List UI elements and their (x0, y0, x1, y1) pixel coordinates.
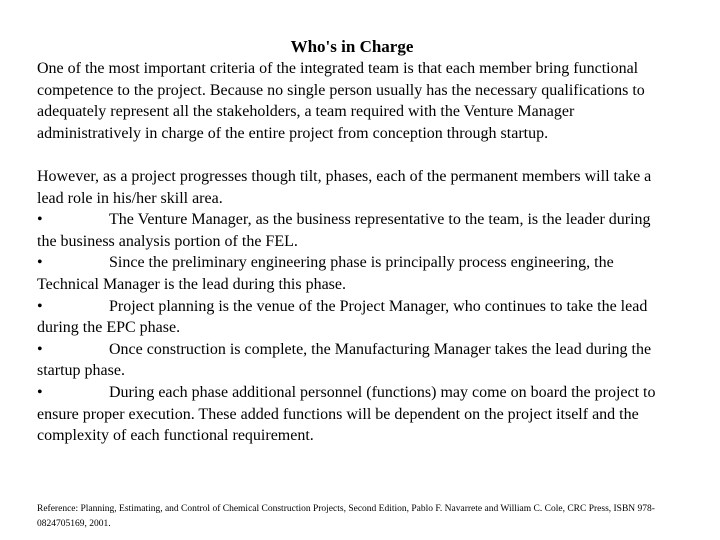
bullet-item (37, 382, 669, 447)
slide-body (37, 58, 669, 447)
paragraph-gap (37, 144, 669, 166)
reference-citation: Reference: Planning, Estimating, and Control of Chemical Construction Projects, Second Edition, Pablo F. Navarrete and William C. Cole, CRC Press, ISBN 978-0824705169, 2001. (37, 504, 655, 529)
bullet-icon: • (37, 211, 43, 229)
bullet-item (37, 209, 669, 252)
bullet-item (37, 339, 669, 382)
slide-title (0, 36, 720, 58)
bullet-icon: • (37, 383, 43, 401)
lead-paragraph: However, as a project progresses though tilt, phases, each of the permanent members will take a lead role in his/her skill area. (37, 167, 652, 207)
bullet-icon: • (37, 297, 43, 315)
bullet-icon: • (37, 340, 43, 358)
intro-paragraph: One of the most important criteria of the integrated team is that each member bring functional competence to the project. Because no single person usually has the necessary qualifications to adequately represent all the stakeholders, a team required with the Venture Manager administratively in charge of the entire project from conception through startup. (37, 60, 645, 142)
bullet-text: Project planning is the venue of the Project Manager, who continues to take the lead during the EPC phase. (37, 297, 648, 337)
bullet-text: The Venture Manager, as the business representative to the team, is the leader during the business analysis portion of the FEL. (37, 211, 651, 250)
bullet-icon: • (37, 254, 43, 272)
bullet-text: Once construction is complete, the Manufacturing Manager takes the lead during the startup phase. (37, 340, 652, 380)
bullet-text: During each phase additional personnel (functions) may come on board the project to ensure proper execution. These added functions will be dependent on the project itself and the complexity of each functional requirement. (37, 383, 656, 445)
bullet-text: Since the preliminary engineering phase is principally process engineering, the Technical Manager is the lead during this phase. (37, 254, 614, 293)
slide-title-text: Who's in Charge (290, 37, 414, 56)
bullet-item (37, 252, 669, 295)
bullet-item (37, 296, 669, 339)
